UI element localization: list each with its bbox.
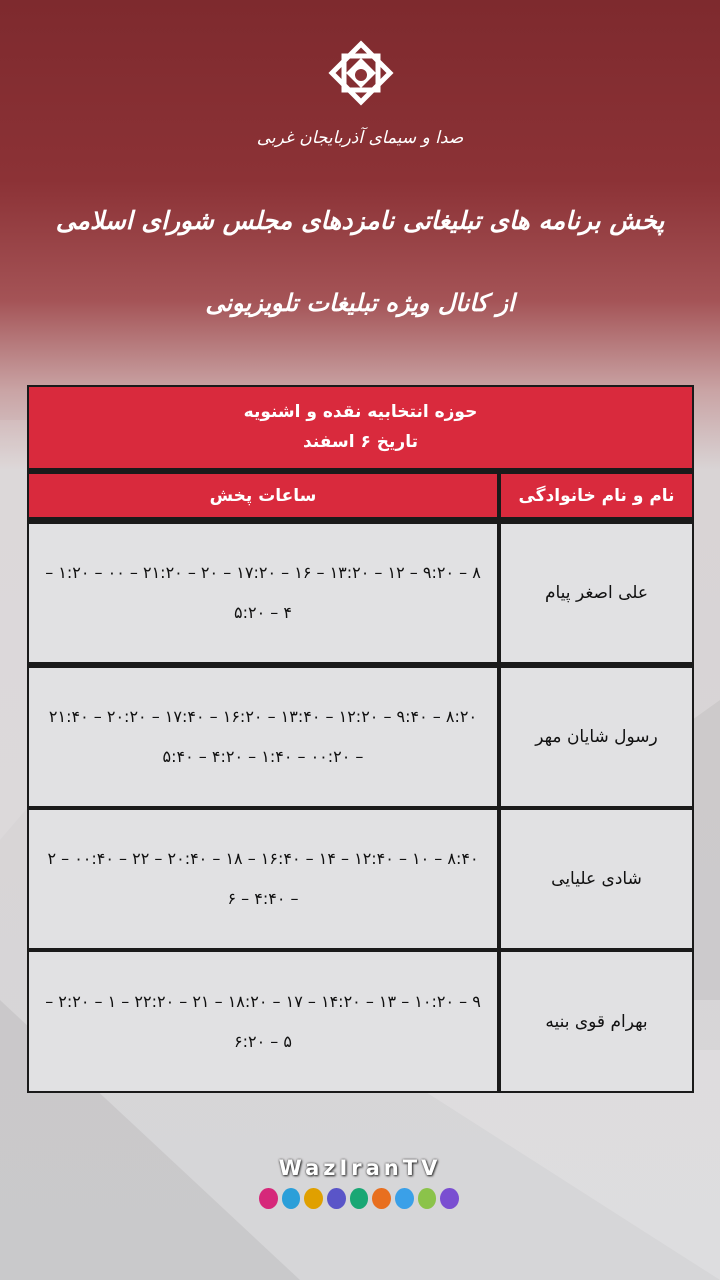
broadcast-times: ۸:۲۰ – ۹:۴۰ – ۱۲:۲۰ – ۱۳:۴۰ – ۱۶:۲۰ – ۱۷:۴۰ – ۲۰:۲۰ – ۲۱:۴۰ – ۰۰:۲۰ – ۱:۴۰ – ۴:۲۰ – ۵:۴۰ [29, 668, 497, 806]
broadcast-times: ۹ – ۱۰:۲۰ – ۱۳ – ۱۴:۲۰ – ۱۷ – ۱۸:۲۰ – ۲۱ – ۲۲:۲۰ – ۱ – ۲:۲۰ – ۵ – ۶:۲۰ [29, 952, 497, 1091]
candidate-name: رسول شایان مهر [501, 668, 692, 806]
rubika-icon[interactable] [327, 1188, 346, 1209]
schedule-table [27, 385, 694, 1093]
instagram-icon[interactable] [259, 1188, 278, 1209]
broadcast-times: ۸ – ۹:۲۰ – ۱۲ – ۱۳:۲۰ – ۱۶ – ۱۷:۲۰ – ۲۰ – ۲۱:۲۰ – ۰۰ – ۱:۲۰ – ۴ – ۵:۲۰ [29, 524, 497, 662]
constituency-title: حوزه انتخابیه نقده و اشنویه [243, 401, 478, 422]
bale-icon[interactable] [350, 1188, 369, 1209]
igap-icon[interactable] [418, 1188, 437, 1209]
headline-line-2: از کانال ویژه تبلیغات تلویزیونی [205, 288, 515, 317]
headline-line-1: پخش برنامه های تبلیغاتی نامزدهای مجلس شورای اسلامی [55, 206, 665, 235]
organization-name: صدا و سیمای آذربایجان غربی [256, 128, 464, 148]
column-header-name: نام و نام خانوادگی [501, 474, 692, 517]
gap-icon[interactable] [440, 1188, 459, 1209]
candidate-name: علی اصغر پیام [501, 524, 692, 662]
broadcast-times: ۸:۴۰ – ۱۰ – ۱۲:۴۰ – ۱۴ – ۱۶:۴۰ – ۱۸ – ۲۰:۴۰ – ۲۲ – ۰۰:۴۰ – ۲ – ۴:۴۰ – ۶ [29, 810, 497, 948]
social-icons [259, 1188, 459, 1214]
aparat-icon[interactable] [304, 1188, 323, 1209]
brand-name: WazIranTV [278, 1156, 442, 1180]
candidate-name: شادی علیایی [501, 810, 692, 948]
date-title: تاریخ ۶ اسفند [303, 431, 418, 452]
eitaa-icon[interactable] [372, 1188, 391, 1209]
table-title [29, 387, 692, 468]
column-header-times: ساعات پخش [29, 474, 497, 517]
candidate-name: بهرام قوی بنیه [501, 952, 692, 1091]
telegram-icon[interactable] [282, 1188, 301, 1209]
soroush-icon[interactable] [395, 1188, 414, 1209]
irib-logo-icon [328, 40, 394, 106]
